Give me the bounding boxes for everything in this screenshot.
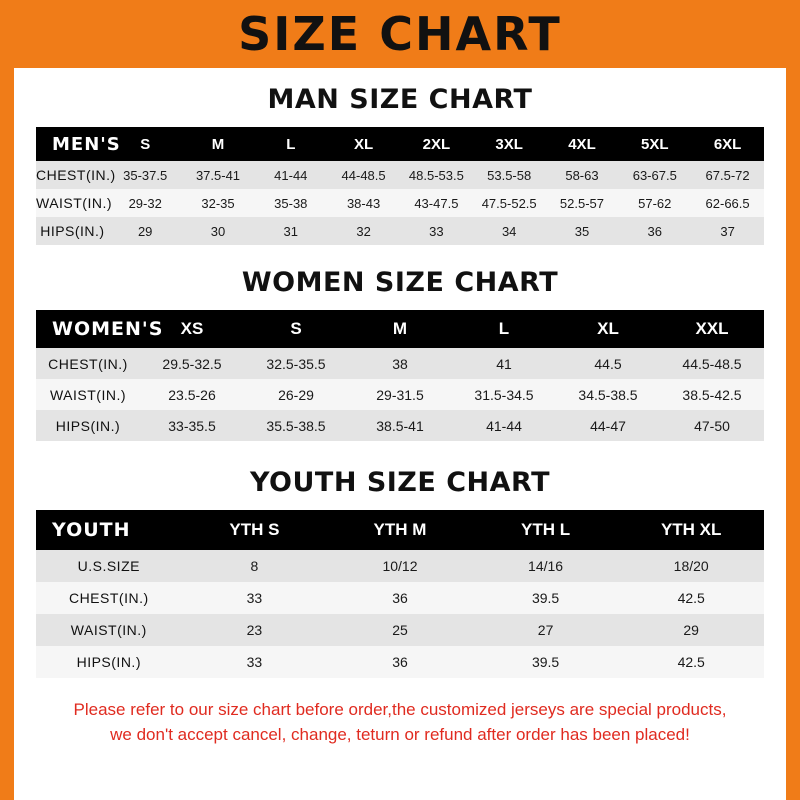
men-row-label-hips: HIPS(IN.)	[40, 223, 105, 239]
women-size-table	[36, 310, 764, 441]
table-row	[36, 646, 764, 678]
men-col-l: L	[286, 135, 296, 153]
women-table-body	[36, 348, 764, 441]
youth-hips-s: 33	[246, 654, 263, 670]
table-row	[36, 550, 764, 582]
youth-ussize-l: 14/16	[528, 558, 564, 574]
youth-waist-m: 25	[392, 622, 408, 638]
youth-col-m: YTH M	[373, 520, 427, 539]
men-header-row	[36, 127, 764, 161]
women-table-header	[36, 310, 764, 348]
youth-col-xl: YTH XL	[660, 520, 722, 539]
women-hips-s: 35.5-38.5	[266, 417, 326, 434]
youth-waist-xl: 29	[683, 622, 699, 638]
women-chest-m: 38	[392, 355, 408, 372]
notice-line-1: Please refer to our size chart before order,the customized jerseys are special products,	[73, 700, 727, 719]
banner	[0, 0, 800, 68]
women-hips-xxl: 47-50	[694, 417, 730, 434]
women-row-label-chest: CHEST(IN.)	[48, 355, 128, 372]
youth-table-header	[36, 510, 764, 550]
page-title: SIZE CHART	[238, 7, 562, 61]
notice-line-2: we don't accept cancel, change, teturn or refund after order has been placed!	[110, 724, 690, 744]
table-row	[36, 379, 764, 410]
men-waist-6xl: 62-66.5	[705, 195, 750, 211]
men-col-5xl: 5XL	[641, 135, 669, 153]
men-hips-3xl: 34	[501, 223, 517, 239]
youth-hips-l: 39.5	[531, 654, 560, 670]
youth-size-table	[36, 510, 764, 678]
men-col-2xl: 2XL	[422, 135, 451, 153]
women-row-label-waist: WAIST(IN.)	[49, 386, 127, 403]
section-title-women: WOMEN SIZE CHART	[241, 267, 559, 298]
men-table-header	[36, 127, 764, 161]
men-waist-2xl: 43-47.5	[414, 195, 459, 211]
men-col-xl: XL	[354, 135, 374, 153]
men-hips-l: 31	[283, 223, 299, 239]
section-man	[14, 84, 786, 245]
notice-text	[14, 698, 786, 747]
women-waist-m: 29-31.5	[376, 386, 424, 403]
youth-chest-xl: 42.5	[677, 590, 705, 606]
men-chest-s: 35-37.5	[123, 167, 168, 183]
men-hips-2xl: 33	[429, 223, 444, 239]
youth-ussize-m: 10/12	[382, 558, 418, 574]
women-hips-xs: 33-35.5	[168, 417, 216, 434]
men-hips-xl: 32	[356, 223, 371, 239]
youth-col-s: YTH S	[229, 520, 280, 539]
men-row-label-chest: CHEST(IN.)	[36, 167, 116, 183]
section-title-youth: YOUTH SIZE CHART	[249, 467, 551, 498]
men-hips-4xl: 35	[574, 223, 590, 239]
men-chest-m: 37.5-41	[195, 167, 241, 183]
women-hips-l: 41-44	[486, 417, 522, 434]
women-waist-xs: 23.5-26	[168, 386, 216, 403]
youth-chest-s: 33	[246, 590, 263, 606]
men-chest-l: 41-44	[274, 167, 308, 183]
youth-ussize-s: 8	[250, 558, 259, 574]
youth-waist-s: 23	[246, 622, 263, 638]
women-col-s: S	[290, 319, 302, 338]
men-col-m: M	[211, 135, 225, 153]
men-chest-6xl: 67.5-72	[705, 167, 750, 183]
women-col-xl: XL	[597, 319, 619, 338]
youth-row-label-ussize: U.S.SIZE	[77, 558, 140, 574]
women-header-row	[36, 310, 764, 348]
table-row	[36, 217, 764, 245]
women-hips-xl: 44-47	[590, 417, 626, 434]
men-waist-3xl: 47.5-52.5	[481, 195, 537, 211]
men-col-6xl: 6XL	[713, 135, 742, 153]
youth-row-label-hips: HIPS(IN.)	[76, 654, 141, 670]
men-header-label: MEN'S	[52, 133, 121, 155]
women-waist-l: 31.5-34.5	[474, 386, 534, 403]
women-col-xxl: XXL	[695, 319, 729, 338]
youth-waist-l: 27	[537, 622, 554, 638]
men-hips-s: 29	[137, 223, 153, 239]
youth-row-label-chest: CHEST(IN.)	[68, 590, 149, 606]
table-row	[36, 189, 764, 217]
youth-col-l: YTH L	[521, 520, 571, 539]
table-row	[36, 410, 764, 441]
women-waist-s: 26-29	[278, 386, 314, 403]
women-waist-xl: 34.5-38.5	[578, 386, 638, 403]
men-col-4xl: 4XL	[568, 135, 596, 153]
section-youth	[14, 467, 786, 678]
women-waist-xxl: 38.5-42.5	[682, 386, 742, 403]
table-row	[36, 161, 764, 189]
youth-chest-m: 36	[392, 590, 408, 606]
men-chest-xl: 44-48.5	[341, 167, 386, 183]
women-col-l: L	[498, 319, 510, 338]
youth-hips-m: 36	[392, 654, 408, 670]
men-waist-s: 29-32	[128, 195, 162, 211]
men-chest-4xl: 58-63	[565, 167, 599, 183]
section-women	[14, 267, 786, 441]
men-waist-l: 35-38	[274, 195, 308, 211]
women-row-label-hips: HIPS(IN.)	[55, 417, 121, 434]
men-waist-xl: 38-43	[346, 195, 381, 211]
women-header-label: WOMEN'S	[52, 318, 164, 340]
women-col-m: M	[392, 319, 408, 338]
youth-header-row	[36, 510, 764, 550]
men-col-s: S	[140, 135, 151, 153]
men-hips-6xl: 37	[720, 223, 735, 239]
table-row	[36, 582, 764, 614]
men-table-body	[36, 161, 764, 245]
section-title-man: MAN SIZE CHART	[267, 84, 533, 115]
men-chest-2xl: 48.5-53.5	[408, 167, 464, 183]
women-chest-l: 41	[496, 355, 512, 372]
youth-header-label: YOUTH	[52, 519, 131, 541]
youth-hips-xl: 42.5	[677, 654, 705, 670]
men-chest-5xl: 63-67.5	[632, 167, 677, 183]
women-chest-xxl: 44.5-48.5	[682, 355, 742, 372]
women-chest-s: 32.5-35.5	[266, 355, 326, 372]
women-col-xs: XS	[180, 319, 204, 338]
youth-table-body	[36, 550, 764, 678]
table-row	[36, 614, 764, 646]
men-waist-4xl: 52.5-57	[559, 195, 605, 211]
women-hips-m: 38.5-41	[376, 417, 424, 434]
men-hips-m: 30	[210, 223, 226, 239]
women-chest-xs: 29.5-32.5	[162, 355, 222, 372]
youth-chest-l: 39.5	[531, 590, 560, 606]
men-hips-5xl: 36	[647, 223, 662, 239]
table-row	[36, 348, 764, 379]
men-col-3xl: 3XL	[495, 135, 523, 153]
men-size-table	[36, 127, 764, 245]
women-chest-xl: 44.5	[594, 355, 622, 372]
men-chest-3xl: 53.5-58	[487, 167, 532, 183]
men-waist-5xl: 57-62	[638, 195, 672, 211]
youth-ussize-xl: 18/20	[673, 558, 709, 574]
men-waist-m: 32-35	[201, 195, 235, 211]
men-row-label-waist: WAIST(IN.)	[36, 195, 113, 211]
youth-row-label-waist: WAIST(IN.)	[70, 622, 147, 638]
